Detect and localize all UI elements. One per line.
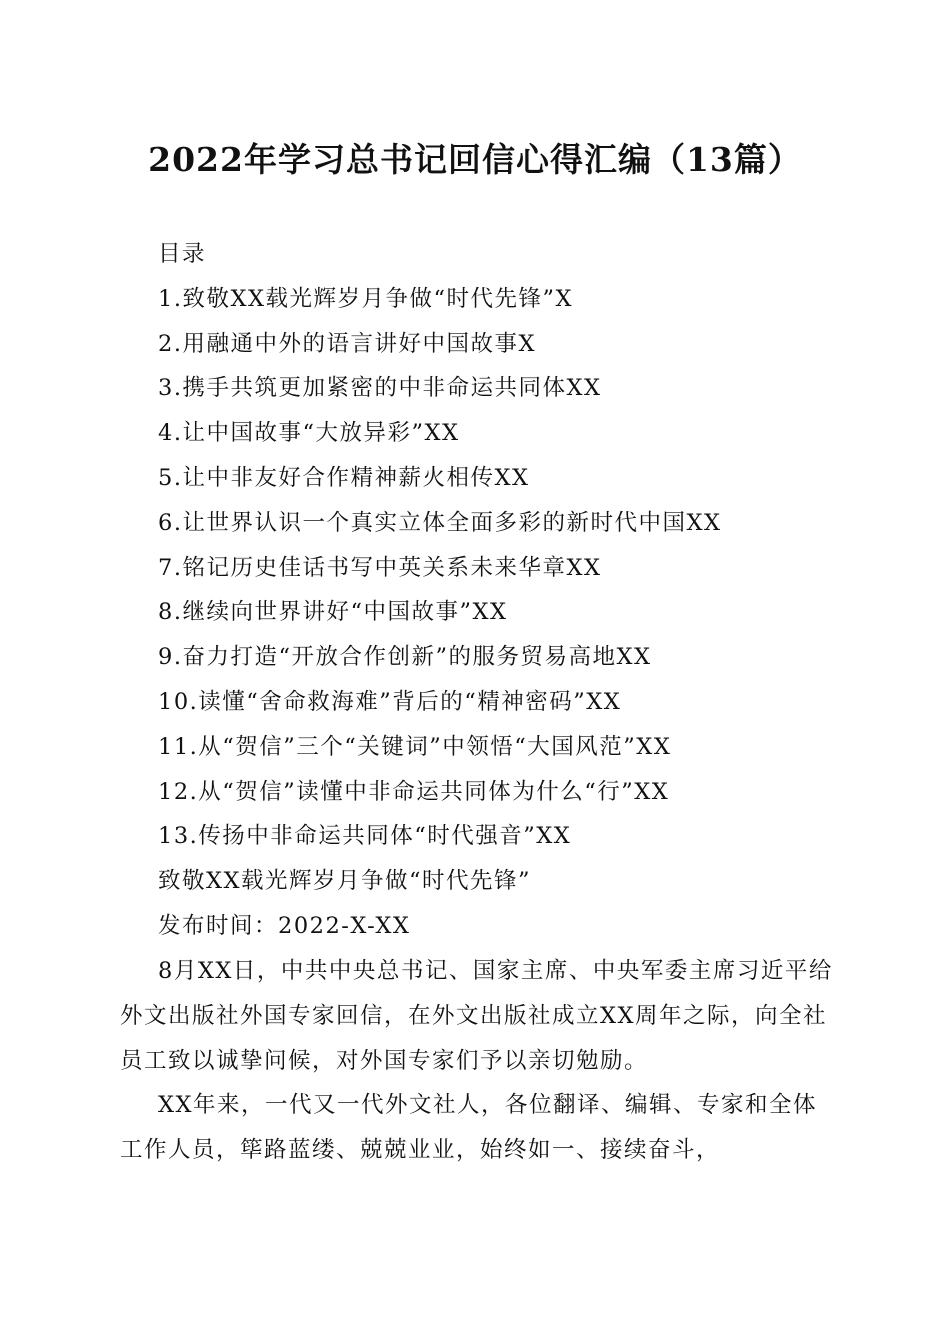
toc-item: 13.传扬中非命运共同体“时代强音”XX <box>158 823 572 850</box>
paragraph: XX年来，一代又一代外文社人，各位翻译、编辑、专家和全体工作人员，筚路蓝缕、兢兢业业，始终如一、接续奋斗， <box>120 1092 818 1164</box>
paragraph: 8月XX日，中共中央总书记、国家主席、中央军委主席习近平给外文出版社外国专家回信，在外文出版社成立XX周年之际，向全社员工致以诚挚问候，对外国专家们予以亲切勉励。 <box>120 958 833 1074</box>
toc-item: 8.继续向世界讲好“中国故事”XX <box>158 599 508 626</box>
toc-item: 2.用融通中外的语言讲好中国故事X <box>158 330 536 357</box>
document-title: 2022年学习总书记回信心得汇编（13篇） <box>148 140 802 179</box>
toc-item: 5.让中非友好合作精神薪火相传XX <box>158 464 530 491</box>
article-title: 致敬XX载光辉岁月争做“时代先锋” <box>158 868 532 895</box>
toc-heading: 目录 <box>158 241 207 267</box>
table-of-contents <box>158 232 858 949</box>
publish-time: 发布时间：2022-X-XX <box>158 912 411 939</box>
toc-item: 6.让世界认识一个真实立体全面多彩的新时代中国XX <box>158 509 722 536</box>
article-body <box>120 949 840 1173</box>
toc-item: 4.让中国故事“大放异彩”XX <box>158 420 460 447</box>
toc-item: 11.从“贺信”三个“关键词”中领悟“大国风范”XX <box>158 733 672 760</box>
toc-item: 10.读懂“舍命救海难”背后的“精神密码”XX <box>158 688 622 715</box>
toc-item: 3.携手共筑更加紧密的中非命运共同体XX <box>158 375 602 402</box>
toc-item: 12.从“贺信”读懂中非命运共同体为什么“行”XX <box>158 778 670 805</box>
toc-item: 9.奋力打造“开放合作创新”的服务贸易高地XX <box>158 644 652 671</box>
toc-item: 7.铭记历史佳话书写中英关系未来华章XX <box>158 554 602 581</box>
toc-item: 1.致敬XX载光辉岁月争做“时代先锋”X <box>158 285 574 312</box>
